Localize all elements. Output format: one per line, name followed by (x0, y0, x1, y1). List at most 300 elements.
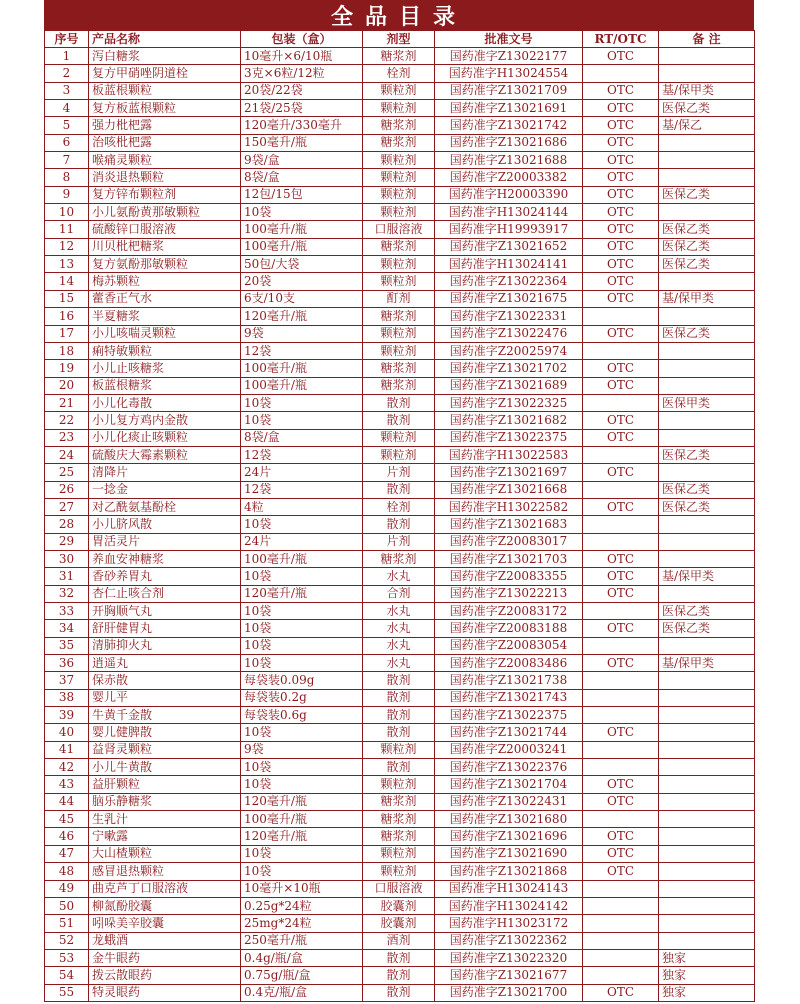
header-rt-otc: RT/OTC (583, 31, 659, 48)
rt-otc (583, 880, 659, 897)
row-index: 33 (45, 603, 89, 620)
row-index: 20 (45, 377, 89, 394)
approval-number: 国药准字Z13022376 (435, 759, 583, 776)
rt-otc: OTC (583, 204, 659, 221)
product-name: 杏仁止咳合剂 (89, 585, 241, 602)
approval-number: 国药准字Z13021744 (435, 724, 583, 741)
rt-otc: OTC (583, 221, 659, 238)
product-name: 吲哚美辛胶囊 (89, 915, 241, 932)
rt-otc (583, 516, 659, 533)
package: 10毫升×6/10瓶 (241, 48, 363, 65)
product-name: 泻白糖浆 (89, 48, 241, 65)
approval-number: 国药准字Z13021677 (435, 967, 583, 984)
dosage-form: 散剂 (363, 949, 435, 966)
product-name: 硫酸锌口服溶液 (89, 221, 241, 238)
row-index: 34 (45, 620, 89, 637)
package: 120毫升/瓶 (241, 828, 363, 845)
row-index: 50 (45, 897, 89, 914)
table-header-row (45, 31, 755, 48)
row-index: 28 (45, 516, 89, 533)
dosage-form: 散剂 (363, 672, 435, 689)
product-name: 开胸顺气丸 (89, 603, 241, 620)
row-index: 15 (45, 290, 89, 307)
row-index: 39 (45, 707, 89, 724)
product-name: 小儿氨酚黄那敏颗粒 (89, 204, 241, 221)
product-name: 保赤散 (89, 672, 241, 689)
package: 24片 (241, 533, 363, 550)
remarks (659, 550, 755, 567)
product-name: 板蓝根颗粒 (89, 82, 241, 99)
table-row (45, 498, 755, 515)
table-row (45, 811, 755, 828)
rt-otc: OTC (583, 429, 659, 446)
table-row (45, 394, 755, 411)
row-index: 32 (45, 585, 89, 602)
rt-otc (583, 446, 659, 463)
package: 0.4克/瓶/盒 (241, 984, 363, 1001)
row-index: 31 (45, 568, 89, 585)
package: 10袋 (241, 620, 363, 637)
approval-number: 国药准字Z20083017 (435, 533, 583, 550)
package: 0.25g*24粒 (241, 897, 363, 914)
table-row (45, 637, 755, 654)
package: 10袋 (241, 863, 363, 880)
dosage-form: 水丸 (363, 603, 435, 620)
row-index: 21 (45, 394, 89, 411)
package: 9袋 (241, 325, 363, 342)
package: 12袋 (241, 481, 363, 498)
remarks (659, 360, 755, 377)
remarks (659, 741, 755, 758)
approval-number: 国药准字H13024143 (435, 880, 583, 897)
rt-otc: OTC (583, 828, 659, 845)
remarks (659, 429, 755, 446)
approval-number: 国药准字Z20083054 (435, 637, 583, 654)
dosage-form: 散剂 (363, 984, 435, 1001)
remarks (659, 412, 755, 429)
header-product-name: 产品名称 (89, 31, 241, 48)
table-row (45, 446, 755, 463)
row-index: 24 (45, 446, 89, 463)
rt-otc (583, 481, 659, 498)
approval-number: 国药准字Z13022320 (435, 949, 583, 966)
approval-number: 国药准字Z13021691 (435, 100, 583, 117)
row-index: 30 (45, 550, 89, 567)
dosage-form: 口服溶液 (363, 880, 435, 897)
remarks (659, 897, 755, 914)
dosage-form: 糖浆剂 (363, 550, 435, 567)
dosage-form: 糖浆剂 (363, 134, 435, 151)
table-row (45, 585, 755, 602)
product-name: 小儿脐风散 (89, 516, 241, 533)
rt-otc: OTC (583, 117, 659, 134)
package: 120毫升/330毫升 (241, 117, 363, 134)
product-name: 清降片 (89, 464, 241, 481)
package: 3克×6粒/12粒 (241, 65, 363, 82)
product-name: 宁嗽露 (89, 828, 241, 845)
dosage-form: 颗粒剂 (363, 342, 435, 359)
approval-number: 国药准字H13022583 (435, 446, 583, 463)
header-approval-number: 批准文号 (435, 31, 583, 48)
approval-number: 国药准字Z13021683 (435, 516, 583, 533)
package: 12袋 (241, 342, 363, 359)
table-row (45, 82, 755, 99)
package: 24片 (241, 464, 363, 481)
row-index: 1 (45, 48, 89, 65)
row-index: 16 (45, 308, 89, 325)
product-table (44, 30, 755, 1002)
table-row (45, 186, 755, 203)
rt-otc (583, 932, 659, 949)
dosage-form: 颗粒剂 (363, 82, 435, 99)
product-name: 牛黄千金散 (89, 707, 241, 724)
approval-number: 国药准字Z13021702 (435, 360, 583, 377)
dosage-form: 栓剂 (363, 65, 435, 82)
product-name: 梅苏颗粒 (89, 273, 241, 290)
rt-otc (583, 394, 659, 411)
approval-number: 国药准字Z20025974 (435, 342, 583, 359)
table-row (45, 533, 755, 550)
table-row (45, 464, 755, 481)
product-name: 复方锌布颗粒剂 (89, 186, 241, 203)
row-index: 27 (45, 498, 89, 515)
approval-number: 国药准字Z13021709 (435, 82, 583, 99)
remarks: 基/保甲类 (659, 290, 755, 307)
approval-number: 国药准字H13024142 (435, 897, 583, 914)
row-index: 13 (45, 256, 89, 273)
rt-otc (583, 949, 659, 966)
remarks (659, 915, 755, 932)
approval-number: 国药准字Z20083355 (435, 568, 583, 585)
rt-otc: OTC (583, 48, 659, 65)
product-name: 拨云散眼药 (89, 967, 241, 984)
approval-number: 国药准字Z13021700 (435, 984, 583, 1001)
header-dosage-form: 剂型 (363, 31, 435, 48)
rt-otc (583, 308, 659, 325)
approval-number: 国药准字Z13021688 (435, 152, 583, 169)
dosage-form: 颗粒剂 (363, 186, 435, 203)
remarks (659, 880, 755, 897)
row-index: 41 (45, 741, 89, 758)
package: 10袋 (241, 759, 363, 776)
product-name: 复方板蓝根颗粒 (89, 100, 241, 117)
page-title: 全品目录 (44, 0, 754, 30)
package: 21袋/25袋 (241, 100, 363, 117)
package: 10袋 (241, 603, 363, 620)
dosage-form: 散剂 (363, 707, 435, 724)
dosage-form: 糖浆剂 (363, 828, 435, 845)
remarks (659, 533, 755, 550)
table-row (45, 984, 755, 1001)
approval-number: 国药准字Z20003241 (435, 741, 583, 758)
table-row (45, 880, 755, 897)
table-row (45, 429, 755, 446)
product-name: 柳氮酚胶囊 (89, 897, 241, 914)
remarks (659, 377, 755, 394)
package: 120毫升/瓶 (241, 585, 363, 602)
remarks (659, 65, 755, 82)
rt-otc: OTC (583, 169, 659, 186)
package: 20袋/22袋 (241, 82, 363, 99)
approval-number: 国药准字H13023172 (435, 915, 583, 932)
row-index: 14 (45, 273, 89, 290)
product-name: 对乙酰氨基酚栓 (89, 498, 241, 515)
dosage-form: 颗粒剂 (363, 152, 435, 169)
package: 10袋 (241, 724, 363, 741)
table-row (45, 412, 755, 429)
approval-number: 国药准字Z13021680 (435, 811, 583, 828)
dosage-form: 散剂 (363, 759, 435, 776)
rt-otc: OTC (583, 256, 659, 273)
dosage-form: 酒剂 (363, 932, 435, 949)
package: 100毫升/瓶 (241, 377, 363, 394)
table-row (45, 308, 755, 325)
row-index: 26 (45, 481, 89, 498)
row-index: 6 (45, 134, 89, 151)
table-row (45, 238, 755, 255)
remarks: 独家 (659, 967, 755, 984)
table-row (45, 897, 755, 914)
approval-number: 国药准字Z13022331 (435, 308, 583, 325)
row-index: 40 (45, 724, 89, 741)
rt-otc: OTC (583, 793, 659, 810)
row-index: 55 (45, 984, 89, 1001)
row-index: 45 (45, 811, 89, 828)
dosage-form: 颗粒剂 (363, 273, 435, 290)
rt-otc (583, 967, 659, 984)
product-name: 益肾灵颗粒 (89, 741, 241, 758)
row-index: 11 (45, 221, 89, 238)
rt-otc: OTC (583, 585, 659, 602)
remarks (659, 811, 755, 828)
row-index: 51 (45, 915, 89, 932)
package: 10袋 (241, 516, 363, 533)
product-name: 感冒退热颗粒 (89, 863, 241, 880)
rt-otc: OTC (583, 325, 659, 342)
package: 6支/10支 (241, 290, 363, 307)
table-row (45, 256, 755, 273)
rt-otc: OTC (583, 290, 659, 307)
table-row (45, 221, 755, 238)
remarks: 基/保甲类 (659, 568, 755, 585)
remarks (659, 585, 755, 602)
product-name: 益肝颗粒 (89, 776, 241, 793)
remarks: 医保乙类 (659, 221, 755, 238)
package: 9袋/盒 (241, 152, 363, 169)
product-name: 婴儿平 (89, 689, 241, 706)
remarks: 独家 (659, 984, 755, 1001)
product-name: 小儿咳喘灵颗粒 (89, 325, 241, 342)
header-remarks: 备 注 (659, 31, 755, 48)
package: 10袋 (241, 412, 363, 429)
table-row (45, 932, 755, 949)
approval-number: 国药准字H13022582 (435, 498, 583, 515)
rt-otc (583, 811, 659, 828)
package: 10袋 (241, 394, 363, 411)
table-body (45, 48, 755, 1002)
row-index: 35 (45, 637, 89, 654)
product-name: 川贝枇杷糖浆 (89, 238, 241, 255)
approval-number: 国药准字Z13021682 (435, 412, 583, 429)
remarks (659, 828, 755, 845)
remarks (659, 672, 755, 689)
dosage-form: 颗粒剂 (363, 446, 435, 463)
remarks (659, 932, 755, 949)
approval-number: 国药准字H19993917 (435, 221, 583, 238)
approval-number: 国药准字Z13022213 (435, 585, 583, 602)
package: 8袋/盒 (241, 169, 363, 186)
remarks (659, 169, 755, 186)
approval-number: 国药准字Z13021696 (435, 828, 583, 845)
row-index: 54 (45, 967, 89, 984)
table-row (45, 100, 755, 117)
approval-number: 国药准字H13024554 (435, 65, 583, 82)
row-index: 37 (45, 672, 89, 689)
product-name: 小儿化痰止咳颗粒 (89, 429, 241, 446)
table-row (45, 915, 755, 932)
remarks: 医保乙类 (659, 186, 755, 203)
remarks: 医保乙类 (659, 100, 755, 117)
row-index: 18 (45, 342, 89, 359)
rt-otc (583, 533, 659, 550)
dosage-form: 颗粒剂 (363, 325, 435, 342)
package: 120毫升/瓶 (241, 308, 363, 325)
row-index: 42 (45, 759, 89, 776)
remarks: 医保甲类 (659, 394, 755, 411)
rt-otc: OTC (583, 273, 659, 290)
product-name: 胃活灵片 (89, 533, 241, 550)
rt-otc: OTC (583, 412, 659, 429)
remarks (659, 724, 755, 741)
rt-otc: OTC (583, 360, 659, 377)
remarks: 医保乙类 (659, 620, 755, 637)
dosage-form: 糖浆剂 (363, 793, 435, 810)
dosage-form: 糖浆剂 (363, 360, 435, 377)
row-index: 4 (45, 100, 89, 117)
rt-otc: OTC (583, 984, 659, 1001)
row-index: 43 (45, 776, 89, 793)
rt-otc (583, 759, 659, 776)
product-name: 特灵眼药 (89, 984, 241, 1001)
dosage-form: 散剂 (363, 394, 435, 411)
row-index: 3 (45, 82, 89, 99)
rt-otc (583, 637, 659, 654)
table-row (45, 152, 755, 169)
package: 100毫升/瓶 (241, 360, 363, 377)
approval-number: 国药准字Z13021742 (435, 117, 583, 134)
table-row (45, 741, 755, 758)
approval-number: 国药准字H13024144 (435, 204, 583, 221)
package: 50包/大袋 (241, 256, 363, 273)
dosage-form: 颗粒剂 (363, 204, 435, 221)
rt-otc: OTC (583, 498, 659, 515)
table-row (45, 776, 755, 793)
rt-otc (583, 707, 659, 724)
package: 8袋/盒 (241, 429, 363, 446)
product-name: 复方氨酚那敏颗粒 (89, 256, 241, 273)
rt-otc (583, 897, 659, 914)
dosage-form: 散剂 (363, 412, 435, 429)
approval-number: 国药准字Z13021743 (435, 689, 583, 706)
package: 25mg*24粒 (241, 915, 363, 932)
product-name: 小儿止咳糖浆 (89, 360, 241, 377)
product-name: 藿香正气水 (89, 290, 241, 307)
table-row (45, 550, 755, 567)
dosage-form: 酊剂 (363, 290, 435, 307)
dosage-form: 散剂 (363, 967, 435, 984)
rt-otc: OTC (583, 134, 659, 151)
row-index: 2 (45, 65, 89, 82)
approval-number: 国药准字Z13022362 (435, 932, 583, 949)
rt-otc (583, 915, 659, 932)
approval-number: 国药准字Z20083188 (435, 620, 583, 637)
row-index: 17 (45, 325, 89, 342)
table-row (45, 481, 755, 498)
table-row (45, 290, 755, 307)
approval-number: 国药准字Z13021704 (435, 776, 583, 793)
package: 10袋 (241, 204, 363, 221)
product-name: 逍遥丸 (89, 655, 241, 672)
table-row (45, 377, 755, 394)
approval-number: 国药准字Z13022177 (435, 48, 583, 65)
row-index: 38 (45, 689, 89, 706)
rt-otc (583, 65, 659, 82)
rt-otc: OTC (583, 845, 659, 862)
dosage-form: 散剂 (363, 724, 435, 741)
approval-number: 国药准字Z13021738 (435, 672, 583, 689)
dosage-form: 颗粒剂 (363, 741, 435, 758)
dosage-form: 糖浆剂 (363, 377, 435, 394)
product-name: 痢特敏颗粒 (89, 342, 241, 359)
dosage-form: 散剂 (363, 481, 435, 498)
dosage-form: 水丸 (363, 568, 435, 585)
package: 4粒 (241, 498, 363, 515)
approval-number: 国药准字H13024141 (435, 256, 583, 273)
product-name: 强力枇杷露 (89, 117, 241, 134)
package: 每袋装0.2g (241, 689, 363, 706)
package: 12袋 (241, 446, 363, 463)
table-row (45, 655, 755, 672)
rt-otc: OTC (583, 238, 659, 255)
remarks: 医保乙类 (659, 603, 755, 620)
dosage-form: 栓剂 (363, 498, 435, 515)
dosage-form: 糖浆剂 (363, 48, 435, 65)
dosage-form: 糖浆剂 (363, 308, 435, 325)
table-row (45, 568, 755, 585)
approval-number: 国药准字H20003390 (435, 186, 583, 203)
rt-otc: OTC (583, 186, 659, 203)
row-index: 7 (45, 152, 89, 169)
remarks (659, 793, 755, 810)
approval-number: 国药准字Z13021686 (435, 134, 583, 151)
remarks: 医保乙类 (659, 481, 755, 498)
product-name: 婴儿健脾散 (89, 724, 241, 741)
rt-otc: OTC (583, 550, 659, 567)
remarks: 基/保甲类 (659, 82, 755, 99)
table-row (45, 342, 755, 359)
remarks (659, 152, 755, 169)
table-row (45, 273, 755, 290)
product-name: 治咳枇杷露 (89, 134, 241, 151)
table-row (45, 845, 755, 862)
row-index: 25 (45, 464, 89, 481)
product-name: 小儿复方鸡内金散 (89, 412, 241, 429)
table-row (45, 117, 755, 134)
product-name: 舒肝健胃丸 (89, 620, 241, 637)
product-name: 养血安神糖浆 (89, 550, 241, 567)
dosage-form: 胶囊剂 (363, 915, 435, 932)
remarks (659, 759, 755, 776)
